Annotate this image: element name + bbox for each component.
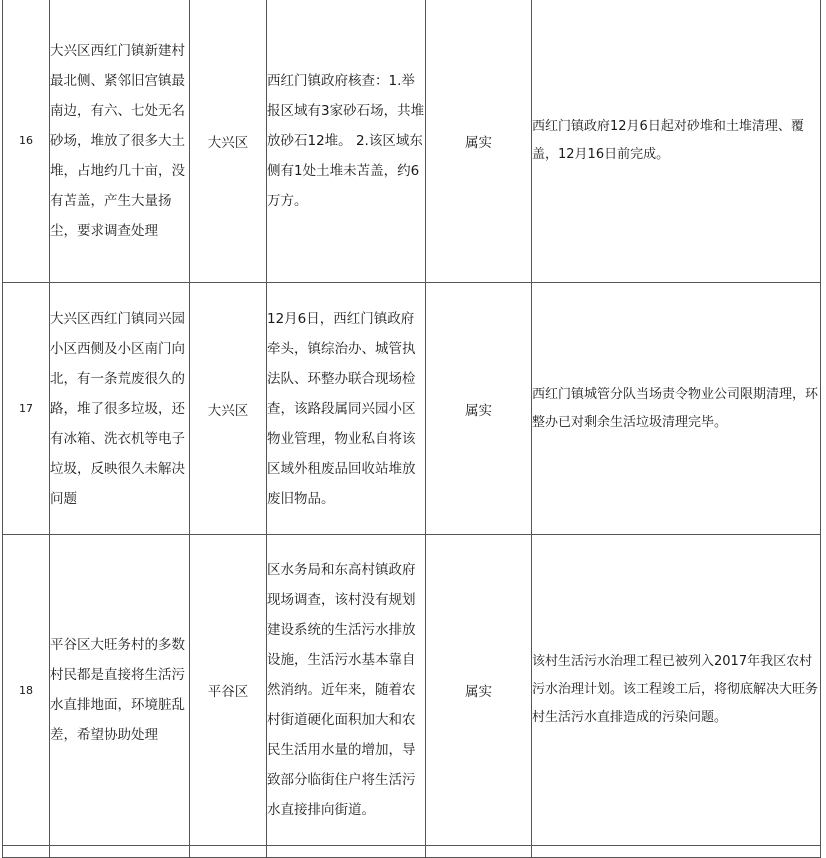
empty-cell [426,846,532,858]
table-row-partial [3,846,821,858]
empty-cell [532,846,821,858]
investigation-finding: 12月6日，西红门镇政府牵头，镇综治办、城管执法队、环整办联合现场检查，该路段属同兴园小区物业管理，物业私自将该区域外租废品回收站堆放废旧物品。 [267,283,426,535]
complaint-table [2,0,821,858]
table-row [3,283,821,535]
empty-cell [190,846,267,858]
complaint-text: 大兴区西红门镇同兴园小区西侧及小区南门向北，有一条荒废很久的路，堆了很多垃圾，还有冰箱、洗衣机等电子垃圾，反映很久未解决问题 [50,283,190,535]
investigation-finding: 西红门镇政府核查：1.举报区域有3家砂石场，共堆放砂石12堆。 2.该区域东侧有1处土堆未苫盖，约6万方。 [267,0,426,283]
investigation-finding: 区水务局和东高村镇政府现场调查，该村没有规划建设系统的生活污水排放设施，生活污水基本靠自然消纳。近年来，随着农村街道硬化面积加大和农民生活用水量的增加，导致部分临街住户将生活污水直接排向街道。 [267,535,426,846]
table-row [3,535,821,846]
district-name: 大兴区 [190,0,267,283]
complaint-text: 大兴区西红门镇新建村最北侧、紧邻旧宫镇最南边，有六、七处无名砂场，堆放了很多大土堆，占地约几十亩，没有苫盖，产生大量扬尘，要求调查处理 [50,0,190,283]
district-name: 大兴区 [190,283,267,535]
empty-cell [3,846,50,858]
verdict-text: 属实 [426,283,532,535]
action-taken: 西红门镇城管分队当场责令物业公司限期清理，环整办已对剩余生活垃圾清理完毕。 [532,283,821,535]
row-number: 16 [3,0,50,283]
row-number: 17 [3,283,50,535]
verdict-text: 属实 [426,535,532,846]
complaint-text: 平谷区大旺务村的多数村民都是直接将生活污水直排地面，环境脏乱差，希望协助处理 [50,535,190,846]
verdict-text: 属实 [426,0,532,283]
table-row [3,0,821,283]
row-number: 18 [3,535,50,846]
empty-cell [267,846,426,858]
district-name: 平谷区 [190,535,267,846]
action-taken: 西红门镇政府12月6日起对砂堆和土堆清理、覆盖，12月16日前完成。 [532,0,821,283]
action-taken: 该村生活污水治理工程已被列入2017年我区农村污水治理计划。该工程竣工后，将彻底解决大旺务村生活污水直排造成的污染问题。 [532,535,821,846]
empty-cell [50,846,190,858]
